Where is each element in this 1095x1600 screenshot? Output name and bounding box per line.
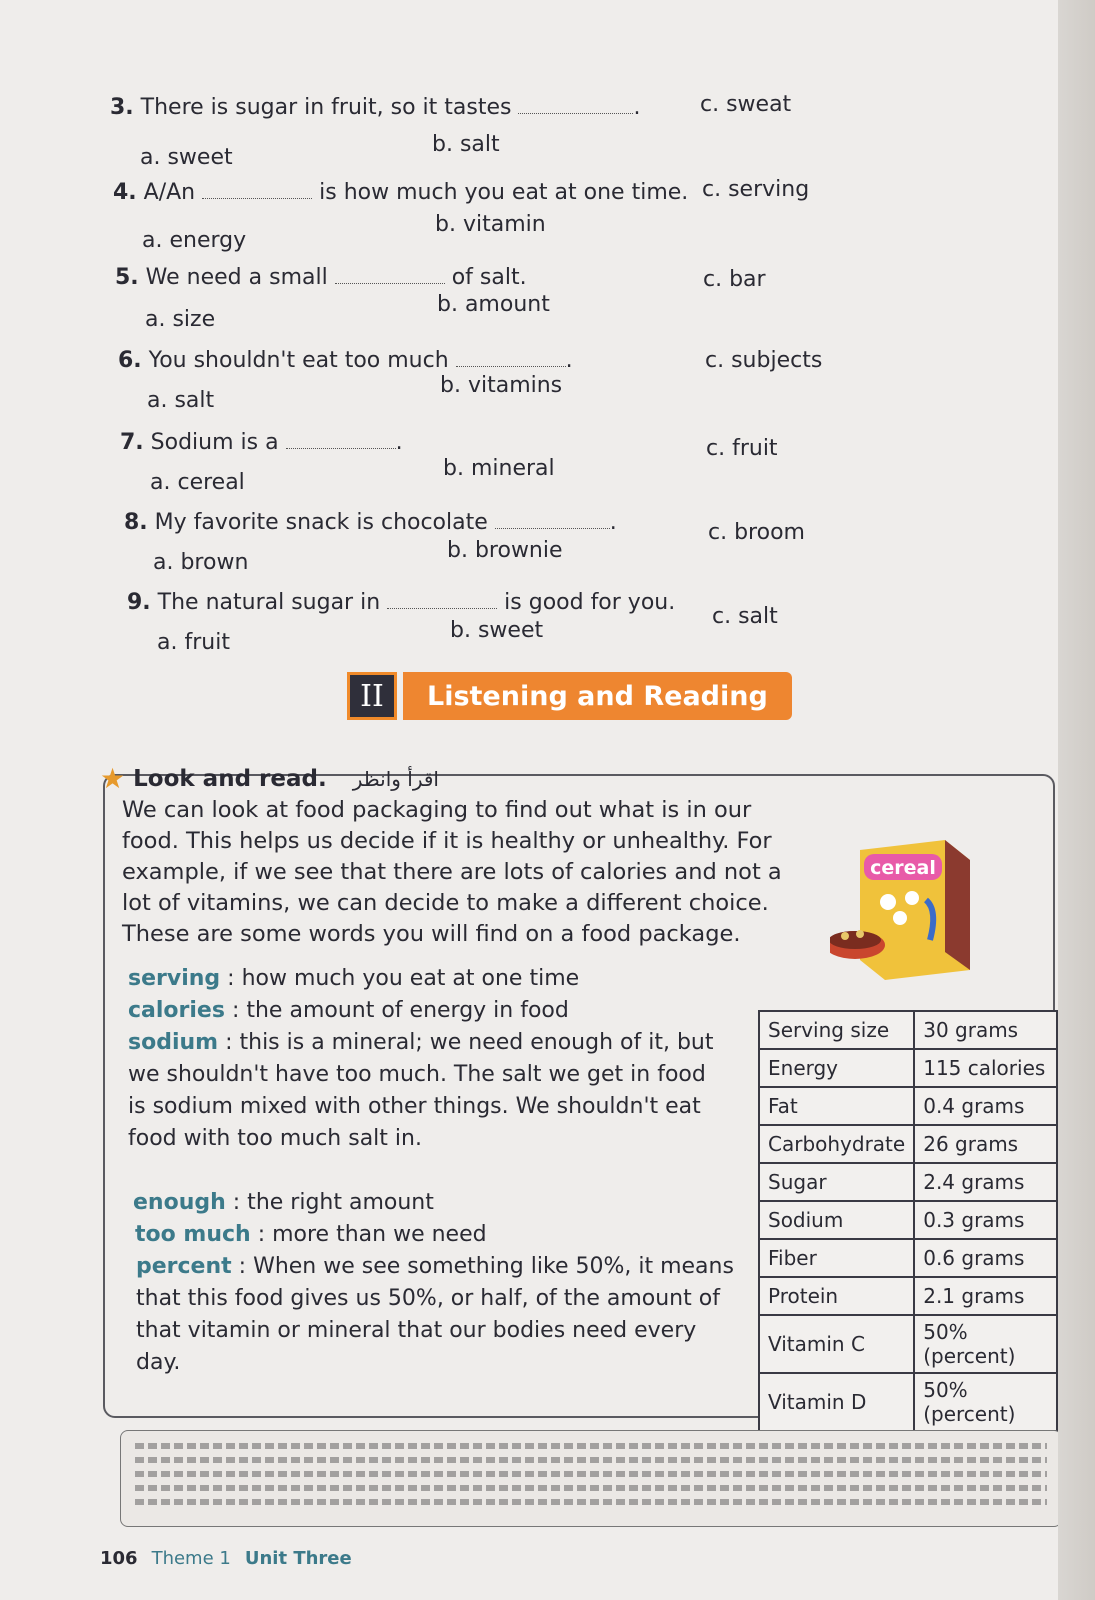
- section-number: II: [347, 672, 397, 720]
- question-stem: You shouldn't eat too much: [148, 348, 449, 373]
- question-tail: is good for you.: [504, 590, 676, 615]
- definition-calories: [128, 995, 688, 1027]
- definition-enough: [133, 1187, 693, 1219]
- term: too much: [135, 1222, 251, 1247]
- star-icon: ★: [100, 762, 126, 795]
- question-tail: .: [633, 95, 641, 120]
- nutrient-name: Protein: [759, 1277, 914, 1315]
- option-a[interactable]: a. size: [145, 307, 216, 332]
- definition-text: : When we see something like 50%, it means that this food gives us 50%, or half, of the amount of that vitamin or mineral that our bodies need every day.: [136, 1254, 734, 1375]
- arabic-note-box: [120, 1430, 1062, 1527]
- nutrient-value: 0.3 grams: [914, 1201, 1057, 1239]
- question-tail: of salt.: [451, 265, 527, 290]
- answer-blank[interactable]: [286, 448, 396, 449]
- question-stem: Sodium is a: [150, 430, 279, 455]
- option-a[interactable]: a. salt: [147, 388, 215, 413]
- unit-label: Unit Three: [244, 1548, 352, 1569]
- arabic-text-line: [135, 1443, 1047, 1449]
- nutrition-row: [759, 1373, 1057, 1431]
- nutrition-row: [759, 1049, 1057, 1087]
- option-c[interactable]: c. serving: [702, 177, 810, 202]
- question-8: [124, 510, 617, 535]
- section-heading: [347, 672, 792, 720]
- question-number: 4.: [113, 180, 137, 205]
- nutrient-value: 115 calories: [914, 1049, 1057, 1087]
- option-c[interactable]: c. fruit: [706, 436, 778, 461]
- question-stem: We need a small: [145, 265, 328, 290]
- nutrient-name: Fiber: [759, 1239, 914, 1277]
- nutrient-name: Energy: [759, 1049, 914, 1087]
- nutrient-value: 50% (percent): [914, 1373, 1057, 1431]
- question-number: 3.: [110, 95, 134, 120]
- nutrition-row: [759, 1125, 1057, 1163]
- question-tail: is how much you eat at one time.: [319, 180, 689, 205]
- nutrient-value: 2.1 grams: [914, 1277, 1057, 1315]
- nutrient-name: Carbohydrate: [759, 1125, 914, 1163]
- term: serving: [128, 966, 221, 991]
- nutrient-value: 26 grams: [914, 1125, 1057, 1163]
- term: sodium: [128, 1030, 219, 1055]
- question-number: 5.: [115, 265, 139, 290]
- definition-text: : more than we need: [257, 1222, 487, 1247]
- page-number: 106: [100, 1548, 138, 1569]
- option-b[interactable]: b. mineral: [443, 456, 555, 481]
- answer-blank[interactable]: [202, 198, 312, 199]
- nutrition-row: [759, 1011, 1057, 1049]
- question-stem: There is sugar in fruit, so it tastes: [140, 95, 512, 120]
- definition-percent: [136, 1251, 736, 1379]
- definition-sodium: [128, 1027, 718, 1155]
- option-b[interactable]: b. brownie: [447, 538, 563, 563]
- definition-too-much: [135, 1219, 695, 1251]
- arabic-text-line: [135, 1499, 1047, 1505]
- term: percent: [136, 1254, 232, 1279]
- question-tail: .: [609, 510, 617, 535]
- nutrient-value: 2.4 grams: [914, 1163, 1057, 1201]
- nutrition-row: [759, 1163, 1057, 1201]
- nutrient-value: 0.4 grams: [914, 1087, 1057, 1125]
- question-number: 9.: [127, 590, 151, 615]
- question-number: 8.: [124, 510, 148, 535]
- option-b[interactable]: b. sweet: [450, 618, 544, 643]
- option-c[interactable]: c. sweat: [700, 92, 792, 117]
- option-a[interactable]: a. fruit: [157, 630, 230, 655]
- answer-blank[interactable]: [495, 528, 610, 529]
- answer-blank[interactable]: [335, 283, 445, 284]
- question-stem: My favorite snack is chocolate: [154, 510, 488, 535]
- nutrition-row: [759, 1315, 1057, 1373]
- definition-text: : how much you eat at one time: [227, 966, 580, 991]
- nutrition-row: [759, 1201, 1057, 1239]
- cereal-box-illustration: [830, 840, 1000, 980]
- question-number: 7.: [120, 430, 144, 455]
- definition-text: : this is a mineral; we need enough of it, but we shouldn't have too much. The salt we get in food is sodium mixed with other things. We shouldn't eat food with too much salt in.: [128, 1030, 714, 1151]
- nutrient-value: 50% (percent): [914, 1315, 1057, 1373]
- term: calories: [128, 998, 225, 1023]
- question-9: [127, 590, 675, 615]
- option-c[interactable]: c. subjects: [705, 348, 823, 373]
- reading-paragraph: We can look at food packaging to find out what is in our food. This helps us decide if it is healthy or unhealthy. For example, if we see that there are lots of calories and not a lot of vitamins, we can decide to make a different choice. These are some words you will find on a food package.: [122, 797, 782, 947]
- question-tail: .: [565, 348, 573, 373]
- option-a[interactable]: a. brown: [153, 550, 249, 575]
- nutrient-name: Vitamin C: [759, 1315, 914, 1373]
- option-b[interactable]: b. salt: [432, 132, 500, 157]
- option-c[interactable]: c. salt: [712, 604, 778, 629]
- arabic-text-line: [135, 1457, 1047, 1463]
- option-a[interactable]: a. energy: [142, 228, 247, 253]
- question-4: [113, 180, 688, 205]
- definition-text: : the right amount: [232, 1190, 434, 1215]
- arabic-text-line: [135, 1485, 1047, 1491]
- cereal-box-label: cereal: [870, 857, 936, 879]
- question-stem: The natural sugar in: [157, 590, 381, 615]
- option-b[interactable]: b. vitamin: [435, 212, 546, 237]
- option-b[interactable]: b. amount: [437, 292, 550, 317]
- answer-blank[interactable]: [387, 608, 497, 609]
- question-number: 6.: [118, 348, 142, 373]
- question-7: [120, 430, 403, 455]
- instruction-label: Look and read.: [133, 765, 327, 792]
- section-title: Listening and Reading: [403, 672, 792, 720]
- option-c[interactable]: c. bar: [703, 267, 766, 292]
- option-a[interactable]: a. sweet: [140, 145, 233, 170]
- nutrient-name: Serving size: [759, 1011, 914, 1049]
- nutrition-table: [758, 1010, 1058, 1432]
- option-a[interactable]: a. cereal: [150, 470, 245, 495]
- question-6: [118, 348, 573, 373]
- definition-serving: [128, 963, 688, 995]
- definition-text: : the amount of energy in food: [231, 998, 569, 1023]
- nutrient-name: Fat: [759, 1087, 914, 1125]
- option-b[interactable]: b. vitamins: [440, 373, 563, 398]
- nutrition-row: [759, 1277, 1057, 1315]
- nutrient-name: Sugar: [759, 1163, 914, 1201]
- nutrition-row: [759, 1239, 1057, 1277]
- question-5: [115, 265, 527, 290]
- answer-blank[interactable]: [518, 113, 633, 114]
- nutrient-name: Sodium: [759, 1201, 914, 1239]
- next-page-edge: [1058, 0, 1095, 1600]
- question-stem: A/An: [143, 180, 196, 205]
- theme-label: Theme 1: [151, 1548, 231, 1569]
- option-c[interactable]: c. broom: [708, 520, 805, 545]
- nutrient-value: 30 grams: [914, 1011, 1057, 1049]
- instruction-arabic: اقرأ وانظر: [352, 766, 439, 791]
- instruction: [100, 762, 439, 795]
- question-tail: .: [395, 430, 403, 455]
- nutrition-row: [759, 1087, 1057, 1125]
- answer-blank[interactable]: [456, 366, 566, 367]
- question-3: [110, 95, 640, 120]
- nutrient-name: Vitamin D: [759, 1373, 914, 1431]
- arabic-text-line: [135, 1471, 1047, 1477]
- nutrient-value: 0.6 grams: [914, 1239, 1057, 1277]
- term: enough: [133, 1190, 226, 1215]
- page-footer: [100, 1548, 352, 1569]
